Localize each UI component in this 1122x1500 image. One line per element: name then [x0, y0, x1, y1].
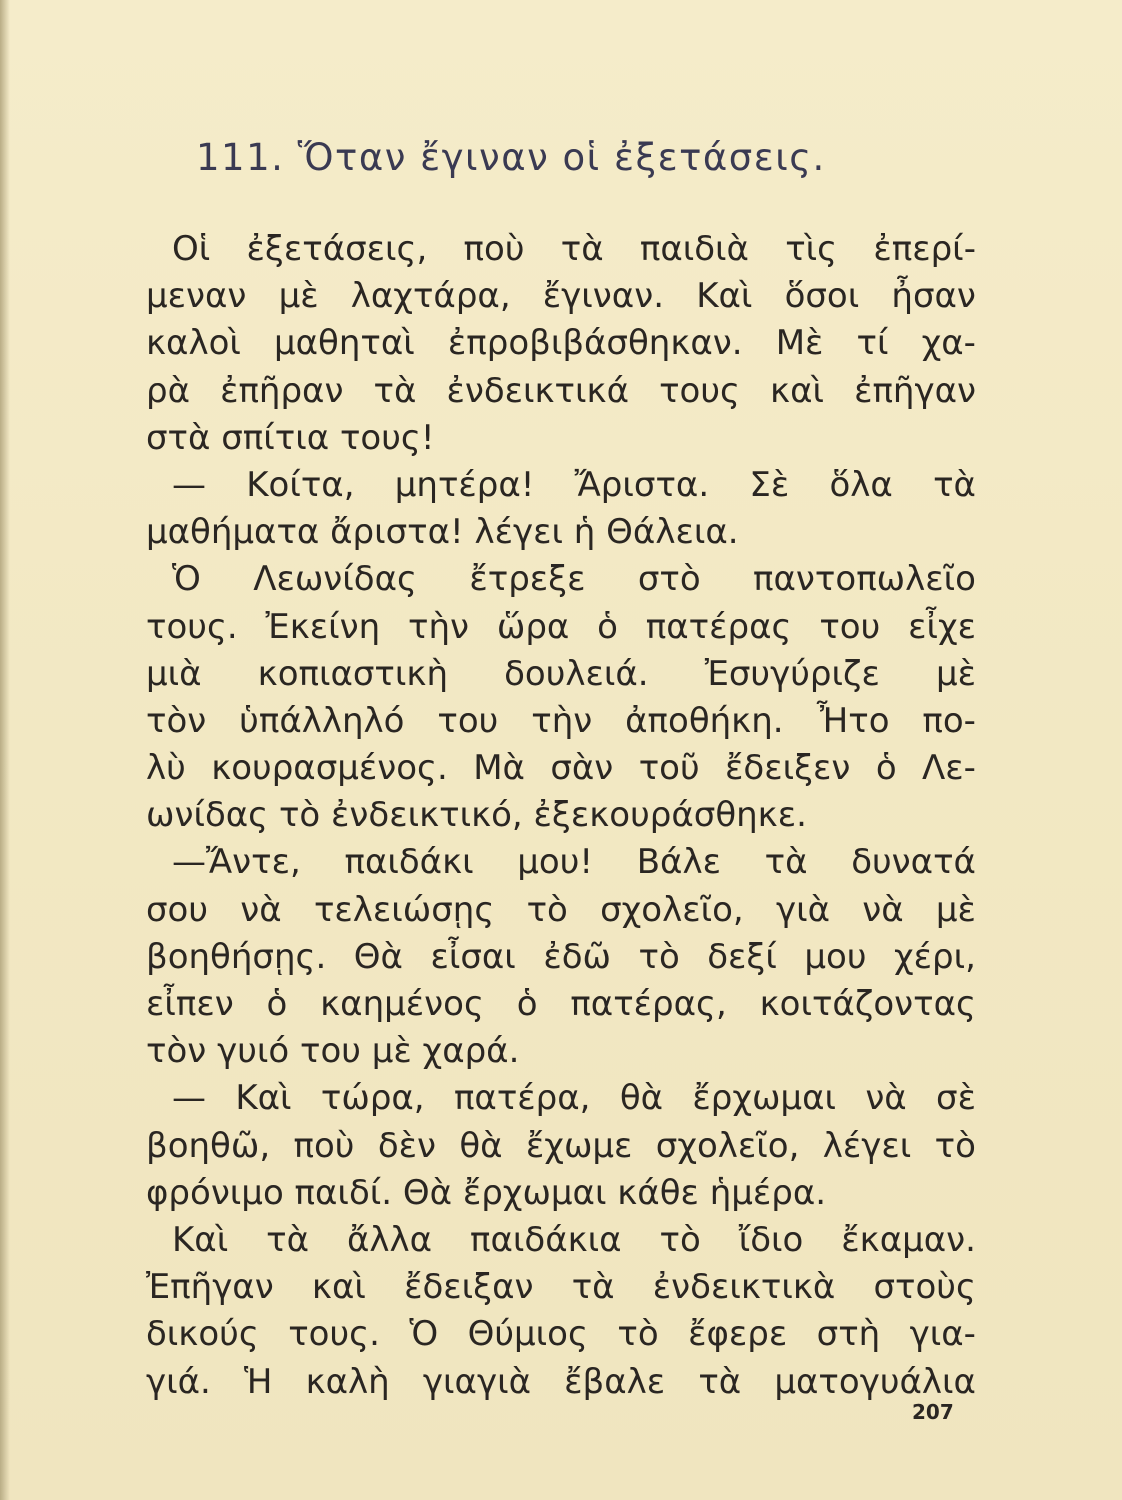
chapter-title: 111. Ὅταν ἔγιναν οἱ ἐξετάσεις. — [196, 136, 826, 179]
text-line: —Ἄντε, παιδάκι μου! Βάλε τὰ δυνατά — [172, 842, 976, 883]
body-text — [146, 226, 976, 1406]
text-line: ωνίδας τὸ ἐνδεικτικό, ἐξεκουράσθηκε. — [146, 795, 807, 836]
text-line: εἶπεν ὁ καημένος ὁ πατέρας, κοιτάζοντας — [146, 984, 976, 1024]
text-line: φρόνιμο παιδί. Θὰ ἔρχωμαι κάθε ἡμέρα. — [146, 1172, 827, 1213]
text-line: στὰ σπίτια τους! — [146, 417, 435, 458]
text-line: τὸν γυιό του μὲ χαρά. — [146, 1031, 520, 1072]
text-line: δικούς τους. Ὁ Θύμιος τὸ ἔφερε στὴ για- — [146, 1314, 976, 1355]
text-line: Οἱ ἐξετάσεις, ποὺ τὰ παιδιὰ τὶς ἐπερί- — [172, 229, 976, 269]
text-line: — Καὶ τώρα, πατέρα, θὰ ἔρχωμαι νὰ σὲ — [172, 1078, 976, 1119]
text-line: ρὰ ἐπῆραν τὰ ἐνδεικτικά τους καὶ ἐπῆγαν — [146, 370, 976, 411]
text-line: μεναν μὲ λαχτάρα, ἔγιναν. Καὶ ὅσοι ἦσαν — [146, 276, 976, 317]
text-line: βοηθήσῃς. Θὰ εἶσαι ἐδῶ τὸ δεξί μου χέρι, — [146, 936, 976, 977]
text-line: Καὶ τὰ ἄλλα παιδάκια τὸ ἴδιο ἔκαμαν. — [172, 1219, 976, 1260]
text-line: λὺ κουρασμένος. Μὰ σὰν τοῦ ἔδειξεν ὁ Λε- — [146, 748, 976, 789]
text-line: τὸν ὑπάλληλό του τὴν ἀποθήκη. Ἦτο πο- — [146, 700, 976, 741]
text-line: Ὁ Λεωνίδας ἔτρεξε στὸ παντοπωλεῖο — [172, 559, 976, 600]
text-line: — Κοίτα, μητέρα! Ἄριστα. Σὲ ὅλα τὰ — [172, 464, 976, 505]
text-line: μιὰ κοπιαστικὴ δουλειά. Ἐσυγύριζε μὲ — [146, 653, 976, 694]
text-line: σου νὰ τελειώσῃς τὸ σχολεῖο, γιὰ νὰ μὲ — [146, 889, 976, 930]
text-line: μαθήματα ἄριστα! λέγει ἡ Θάλεια. — [146, 512, 739, 553]
text-line: Ἐπῆγαν καὶ ἔδειξαν τὰ ἐνδεικτικὰ στοὺς — [146, 1267, 976, 1308]
page-number: 207 — [912, 1400, 954, 1424]
text-line: καλοὶ μαθηταὶ ἐπροβιβάσθηκαν. Μὲ τί χα- — [146, 323, 976, 364]
text-line: βοηθῶ, ποὺ δὲν θὰ ἔχωμε σχολεῖο, λέγει τὸ — [146, 1125, 976, 1166]
text-line: τους. Ἐκείνη τὴν ὥρα ὁ πατέρας του εἶχε — [146, 606, 976, 647]
page-gutter-shadow — [0, 0, 10, 1500]
text-line: γιά. Ἡ καλὴ γιαγιὰ ἔβαλε τὰ ματογυάλια — [146, 1361, 976, 1402]
